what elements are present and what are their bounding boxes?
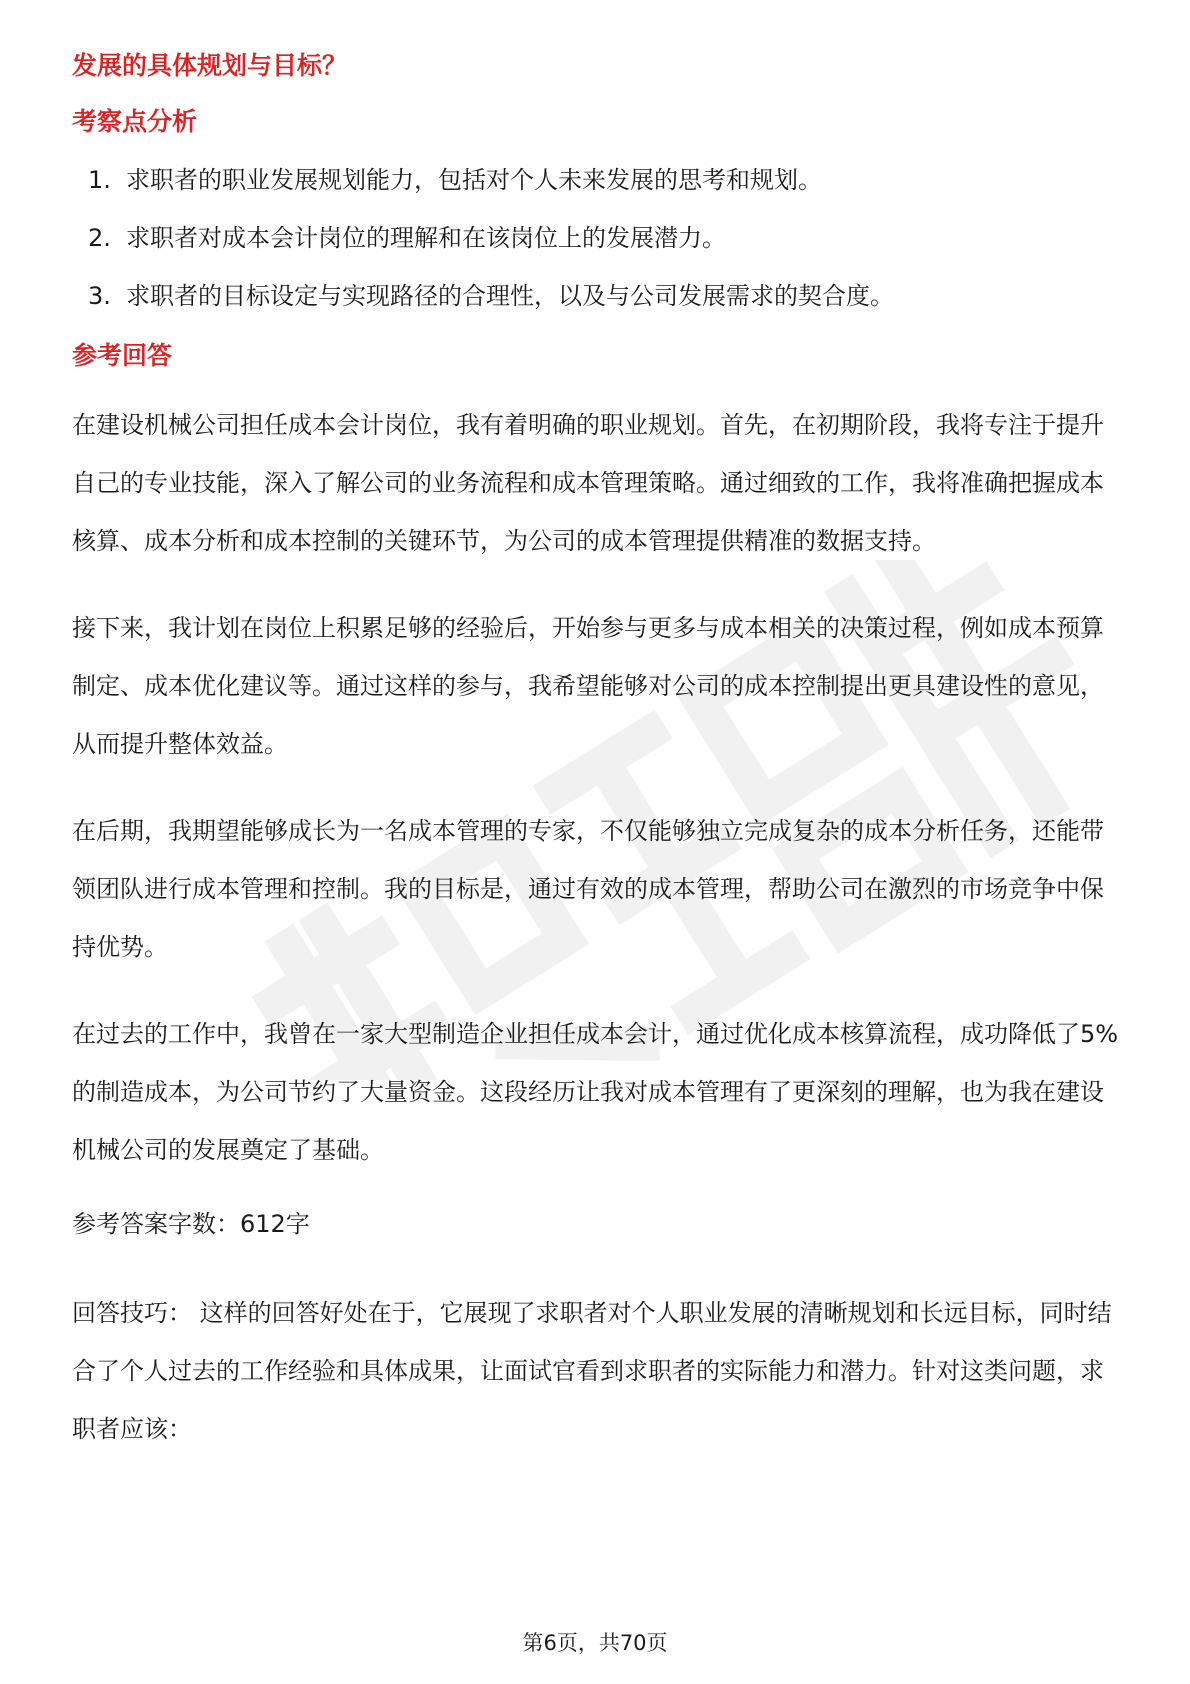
analysis-heading: 考察点分析 (72, 107, 198, 136)
answer-paragraph: 接下来，我计划在岗位上积累足够的经验后，开始参与更多与成本相关的决策过程，例如成本预算制定、成本优化建议等。通过这样的参与，我希望能够对公司的成本控制提出更具建设性的意见，从而提升整体效益。 (72, 614, 1104, 758)
answer-paragraph: 在过去的工作中，我曾在一家大型制造企业担任成本会计，通过优化成本核算流程，成功降低了5%的制造成本，为公司节约了大量资金。这段经历让我对成本管理有了更深刻的理解，也为我在建设机械公司的发展奠定了基础。 (72, 1020, 1119, 1164)
list-item-text: 求职者对成本会计岗位的理解和在该岗位上的发展潜力。 (126, 224, 726, 252)
list-item-number: 1. (88, 166, 111, 194)
question-heading: 发展的具体规划与目标？ (72, 51, 348, 80)
answer-heading: 参考回答 (72, 341, 173, 370)
list-item-text: 求职者的目标设定与实现路径的合理性，以及与公司发展需求的契合度。 (126, 282, 894, 310)
analysis-list (72, 164, 1122, 312)
answer-tips: 回答技巧： 这样的回答好处在于，它展现了求职者对个人职业发展的清晰规划和长远目标，同时结合了个人过去的工作经验和具体成果，让面试官看到求职者的实际能力和潜力。针对这类问题，求职者应该： (72, 1299, 1112, 1443)
list-item (88, 222, 1122, 254)
list-item (88, 280, 1122, 312)
list-item-number: 2. (88, 224, 111, 252)
list-item (88, 164, 1122, 196)
answer-paragraph: 在后期，我期望能够成长为一名成本管理的专家，不仅能够独立完成复杂的成本分析任务，还能带领团队进行成本管理和控制。我的目标是，通过有效的成本管理，帮助公司在激烈的市场竞争中保持优势。 (72, 817, 1104, 961)
list-item-text: 求职者的职业发展规划能力，包括对个人未来发展的思考和规划。 (126, 166, 822, 194)
answer-paragraph: 在建设机械公司担任成本会计岗位，我有着明确的职业规划。首先，在初期阶段，我将专注于提升自己的专业技能，深入了解公司的业务流程和成本管理策略。通过细致的工作，我将准确把握成本核算、成本分析和成本控制的关键环节，为公司的成本管理提供精准的数据支持。 (72, 411, 1104, 555)
page-footer: 第6页，共70页 (522, 1631, 668, 1655)
list-item-number: 3. (88, 282, 111, 310)
document-content (72, 48, 1122, 1458)
word-count: 参考答案字数：612字 (72, 1210, 310, 1238)
